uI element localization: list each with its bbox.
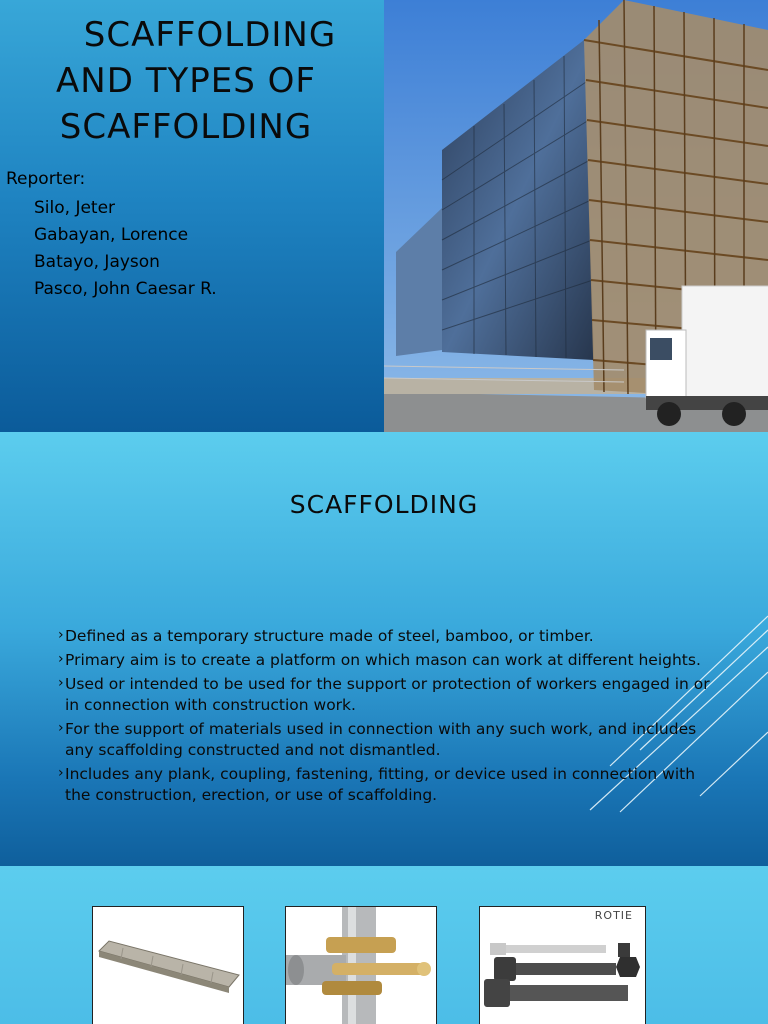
title-line-3: SCAFFOLDING: [59, 107, 313, 147]
slide-title: [0, 12, 384, 150]
pipe-coupler-image: [285, 906, 437, 1024]
bullet-list: [60, 626, 720, 809]
title-line-2: AND TYPES OF: [56, 61, 316, 101]
bullet-item: › Defined as a temporary structure made of steel, bamboo, or timber.: [60, 626, 720, 647]
thumbnail-caption: ROTIE: [594, 909, 633, 922]
reporter-list: [34, 195, 217, 303]
bullet-item: › Used or intended to be used for the support or protection of workers engaged in or in connection with construction work.: [60, 674, 720, 716]
reporter-name: Pasco, John Caesar R.: [34, 279, 217, 299]
title-panel: [0, 0, 384, 432]
slide-title: SCAFFOLDING: [289, 490, 479, 519]
reporter-name: Silo, Jeter: [34, 198, 116, 218]
components-slide: [0, 866, 768, 1024]
title-line-1: SCAFFOLDING: [83, 15, 337, 55]
bolts-image: [479, 906, 646, 1024]
building-with-scaffolding-photo: [384, 0, 768, 432]
title-slide: [0, 0, 768, 432]
definition-slide: [0, 432, 768, 866]
bullet-item: › Primary aim is to create a platform on which mason can work at different heights.: [60, 650, 720, 671]
bullet-item: › Includes any plank, coupling, fastening, fitting, or device used in connection with the construction, erection, or use of scaffolding.: [60, 764, 720, 806]
reporter-name: Gabayan, Lorence: [34, 225, 189, 245]
reporter-label: Reporter:: [6, 169, 86, 189]
scaffold-plank-image: [92, 906, 244, 1024]
bullet-item: › For the support of materials used in connection with any such work, and includes any scaffolding constructed and not dismantled.: [60, 719, 720, 761]
reporter-name: Batayo, Jayson: [34, 252, 160, 272]
